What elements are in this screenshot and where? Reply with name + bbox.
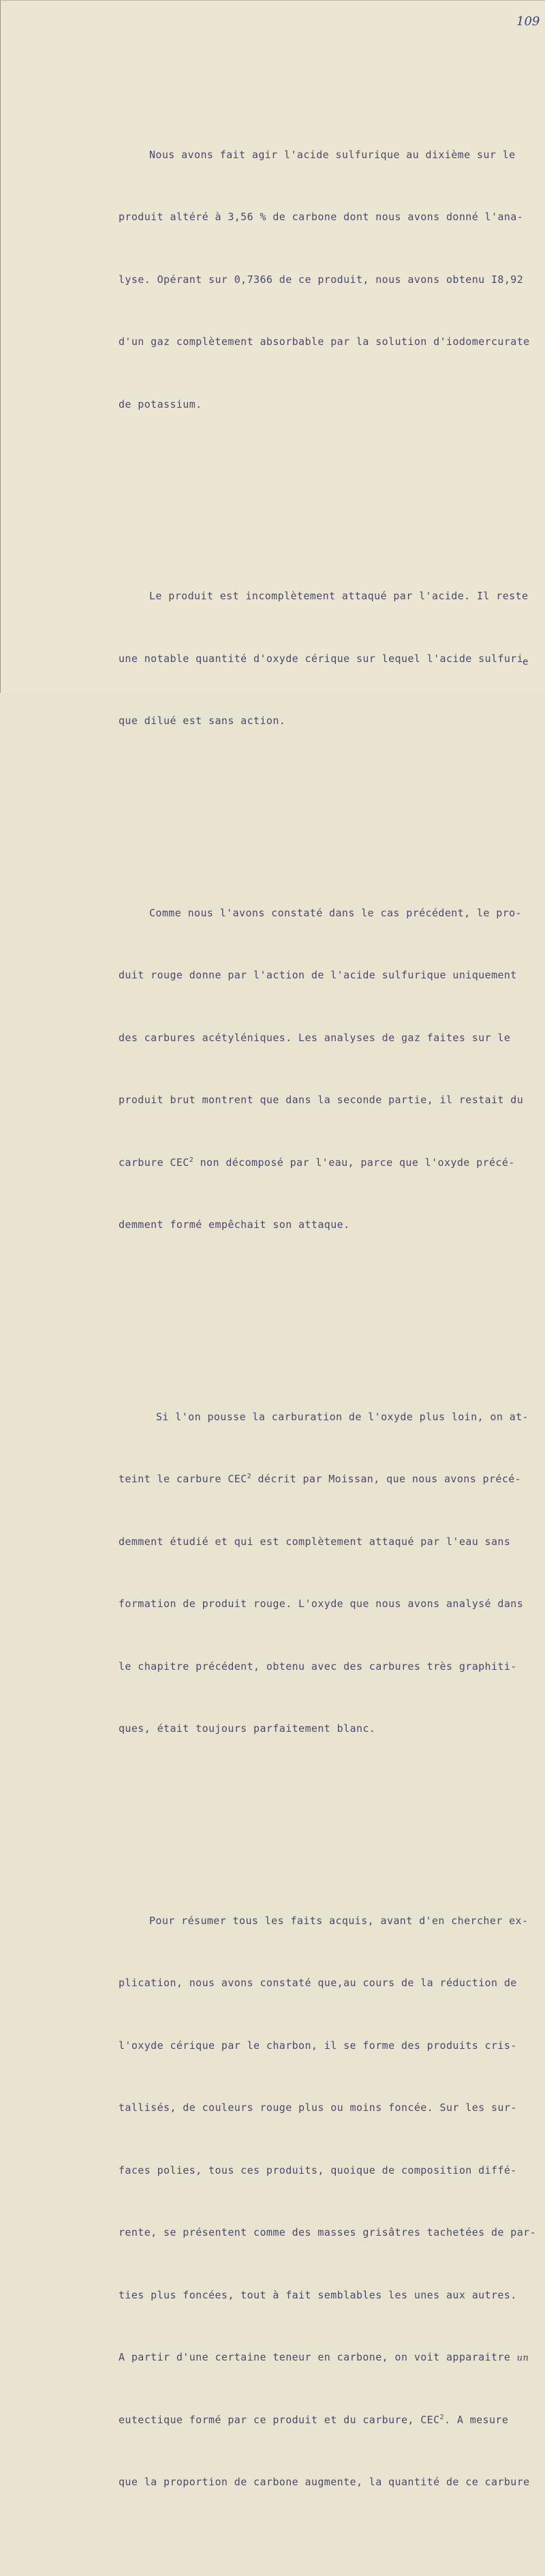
page-number: 109 (516, 14, 540, 29)
text-segment: carbure CEC (119, 1156, 189, 1169)
text-line-with-superscript (119, 1152, 541, 1173)
paragraph-2 (119, 544, 541, 773)
text-line: Comme nous l'avons constaté dans le cas précédent, le pro- (149, 906, 522, 919)
catchword: e (523, 657, 529, 668)
text-line: des carbures acétyléniques. Les analyses de gaz faites sur le (119, 1031, 511, 1044)
text-line: Si l'on pousse la carburation de l'oxyde plus loin, on at- (156, 1410, 529, 1423)
text-line: que la proportion de carbone augmente, la quantité de ce carbure (119, 2476, 530, 2488)
text-line: demment formé empêchait son attaque. (119, 1218, 350, 1231)
text-line: Le produit est incomplètement attaqué par l'acide. Il reste (149, 590, 529, 602)
text-line: le chapitre précédent, obtenu avec des carbures très graphiti- (119, 1660, 517, 1673)
text-line: Pour résumer tous les faits acquis, avant d'en chercher ex- (149, 1914, 529, 1927)
text-line-with-superscript (119, 2410, 541, 2431)
paragraph-1 (119, 103, 541, 457)
superscript: 2 (189, 1156, 194, 1164)
text-line: demment étudié et qui est complètement attaqué par l'eau sans (119, 1535, 511, 1548)
text-line-with-superscript (119, 1469, 541, 1490)
handwritten-insert: un (516, 2353, 529, 2363)
text-line: lyse. Opérant sur 0,7366 de ce produit, nous avons obtenu I8,92 (119, 273, 524, 286)
text-line-with-handwriting (119, 2347, 541, 2368)
text-line: de potassium. (119, 398, 202, 410)
text-segment: non décomposé par l'eau, parce que l'oxyde précé- (193, 1156, 515, 1169)
text-segment: décrit par Moissan, que nous avons précé- (251, 1473, 522, 1485)
text-line: d'un gaz complètement absorbable par la solution d'iodomercurate (119, 335, 530, 348)
text-line: Nous avons fait agir l'acide sulfurique au dixième sur le (149, 148, 516, 161)
text-line: une notable quantité d'oxyde cérique sur lequel l'acide sulfuri (119, 652, 524, 665)
text-segment: eutectique formé par ce produit et du carbure, CEC (119, 2413, 440, 2426)
superscript: 2 (247, 1473, 252, 1480)
body-text (119, 40, 541, 2576)
text-line: l'oxyde cérique par le charbon, il se forme des produits cris- (119, 2039, 517, 2052)
text-line: duit rouge donne par l'action de l'acide sulfurique uniquement (119, 969, 517, 981)
text-line: ties plus foncées, tout à fait semblables les unes aux autres. (119, 2288, 517, 2301)
text-line: faces polies, tous ces produits, quoique de composition diffé- (119, 2163, 517, 2176)
paragraph-3 (119, 861, 541, 1277)
text-segment: A partir d'une certaine teneur en carbone, on voit apparaitre (119, 2351, 511, 2363)
text-line: produit brut montrent que dans la seconde partie, il restait du (119, 1094, 524, 1106)
text-segment: . A mesure (443, 2413, 509, 2426)
text-line: ques, était toujours parfaitement blanc. (119, 1722, 376, 1735)
text-segment: teint le carbure CEC (119, 1473, 247, 1485)
superscript: 2 (439, 2413, 444, 2421)
text-line: rente, se présentent comme des masses grisâtres tachetées de par- (119, 2226, 536, 2238)
text-line: produit altéré à 3,56 % de carbone dont nous avons donné l'ana- (119, 211, 524, 223)
paragraph-4 (119, 1365, 541, 1781)
text-line: plication, nous avons constaté que,au cours de la réduction de (119, 1977, 517, 1989)
text-line: que dilué est sans action. (119, 715, 286, 727)
text-line: tallisés, de couleurs rouge plus ou moins foncée. Sur les sur- (119, 2101, 517, 2114)
text-line: formation de produit rouge. L'oxyde que nous avons analysé dans (119, 1598, 524, 1610)
paragraph-5 (119, 1869, 541, 2534)
